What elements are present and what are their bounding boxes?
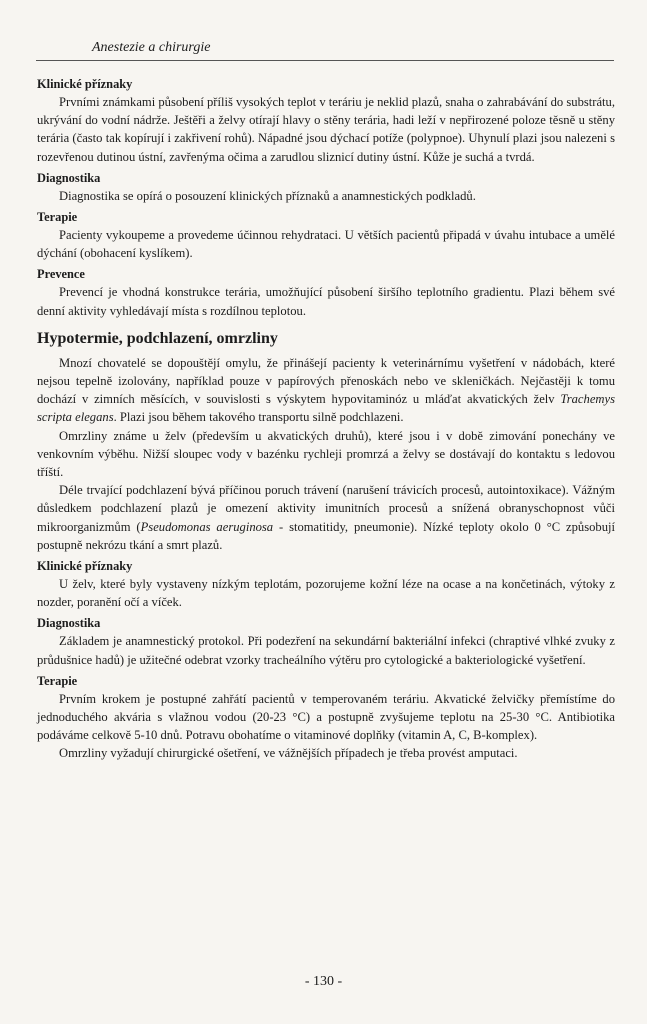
paragraph bbox=[37, 354, 615, 427]
section-heading: Terapie bbox=[37, 673, 78, 688]
paragraph: U želv, které byly vystaveny nízkým teplotám, pozorujeme kožní léze na ocase a na končetinách, výtoky z nozder, poranění očí a víček. bbox=[37, 577, 615, 610]
running-header bbox=[36, 38, 614, 61]
species-name: Pseudomonas aeruginosa bbox=[140, 519, 274, 534]
chapter-heading: Hypotermie, podchlazení, omrzliny bbox=[37, 329, 278, 347]
section-heading: Prevence bbox=[37, 267, 85, 282]
text-run: Déle trvající podchlazení bývá příčinou poruch trávení (narušení trávicích procesů, autointoxikace). Vážným důsledkem podchlazení plazů je omezení aktivity imunitních procesů a snížená obranyschopnost vůči mikroorganizmům ( bbox=[37, 483, 615, 534]
text-run: Mnozí chovatelé se dopouštějí omylu, že přinášejí pacienty k veterinárnímu vyšetření v nádobách, které nejsou tepelně izolovány, například pouze v papírových přenoskách nebo ve skleničkách. Nejčastěji k tomu dochází v zimních měsících, v souvislosti s výskytem hypovitaminóz u mláďat akvatických želv bbox=[37, 355, 615, 407]
paragraph: Prevencí je vhodná konstrukce terária, umožňující působení širšího teplotního gradientu. Plazi během své denní aktivity vyhledávají místa s rozdílnou teplotou. bbox=[37, 285, 615, 318]
paragraph: Diagnostika se opírá o posouzení klinických příznaků a anamnestických podkladů. bbox=[59, 188, 476, 203]
section-heading: Klinické příznaky bbox=[37, 559, 133, 574]
page-content bbox=[37, 76, 615, 763]
running-title: Anestezie a chirurgie bbox=[88, 40, 214, 56]
paragraph: Prvními známkami působení příliš vysokých teplot v teráriu je neklid plazů, snaha o zahrabávání do substrátu, ukrývání do vodní nádrže. Ještěři a želvy otírají hlavy o stěny terária, hadi leží v nepřirozené poloze těsně u stěny terária (často tak kopírují i zakřivení rohů). Nápadné jsou dýchací potíže (polypnoe). Uhynulí plazi jsou nalezeni s rozevřenou dutinou ústní, zavřenýma očima a zarudlou sliznicí dutiny ústní. Kůže je suchá a tvrdá. bbox=[37, 95, 615, 164]
text-run: . Plazi jsou během takového transportu silně podchlazeni. bbox=[113, 410, 404, 425]
section-heading: Klinické příznaky bbox=[37, 77, 133, 91]
paragraph: Omrzliny vyžadují chirurgické ošetření, ve vážnějších případech je třeba provést amputaci. bbox=[59, 746, 518, 761]
section-heading: Diagnostika bbox=[37, 616, 101, 631]
text-run: - stomatitidy, pneumonie). Nízké teploty okolo 0 °C způsobují postupně nekrózu tkání a smrt plazů. bbox=[37, 519, 615, 552]
paragraph: Omrzliny známe u želv (především u akvatických druhů), které jsou i v době zimování ponechány ve venkovním výběhu. Nižší sloupec vody v bazénku rychleji promrzá a želvy se dostávají do kontaktu s ledovou tříští. bbox=[37, 428, 615, 480]
paragraph bbox=[37, 481, 615, 554]
species-name: Trachemys scripta elegans bbox=[37, 392, 615, 425]
page-number: - 130 - bbox=[304, 974, 343, 989]
paragraph: Prvním krokem je postupné zahřátí pacientů v temperovaném teráriu. Akvatické želvičky přemístíme do jednoduchého akvária s vlažnou vodou (20-23 °C) a postupně zvyšujeme teplotu na 25-30 °C. Antibiotika podáváme celkově 5-10 dnů. Potravu obohatíme o vitaminové doplňky (vitamin A, C, B-komplex). bbox=[37, 691, 615, 743]
paragraph: Základem je anamnestický protokol. Při podezření na sekundární bakteriální infekci (chraptivé vlhké zvuky z průdušnice hadů) je užitečné odebrat vzorky tracheálního výtěru pro cytologické a bakteriologické vyšetření. bbox=[37, 634, 615, 667]
section-heading: Diagnostika bbox=[37, 170, 101, 185]
paragraph: Pacienty vykoupeme a provedeme účinnou rehydrataci. U větších pacientů připadá v úvahu intubace a umělé dýchání (obohacení kyslíkem). bbox=[37, 228, 615, 261]
section-heading: Terapie bbox=[37, 210, 78, 225]
